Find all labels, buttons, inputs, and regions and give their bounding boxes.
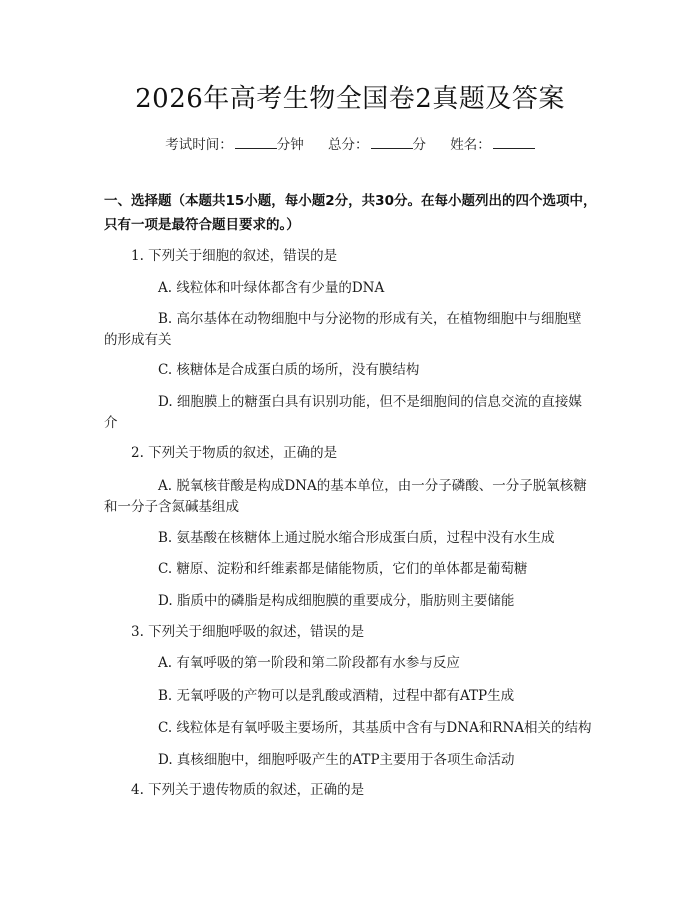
option-c: C. 线粒体是有氧呼吸主要场所，其基质中含有与DNA和RNA相关的结构 xyxy=(158,720,592,736)
option-d: D. 真核细胞中，细胞呼吸产生的ATP主要用于各项生命活动 xyxy=(158,752,515,768)
option-c: C. 糖原、淀粉和纤维素都是储能物质，它们的单体都是葡萄糖 xyxy=(158,561,528,577)
exam-name xyxy=(450,133,535,153)
time-label: 考试时间： xyxy=(165,137,233,153)
option-a: A. 有氧呼吸的第一阶段和第二阶段都有水参与反应 xyxy=(158,655,460,671)
option-a: A. 脱氧核苷酸是构成DNA的基本单位，由一分子磷酸、一分子脱氧核糖 xyxy=(158,478,587,494)
exam-title: 2026年高考生物全国卷2真题及答案 xyxy=(135,84,565,114)
option-c: C. 核糖体是合成蛋白质的场所，没有膜结构 xyxy=(158,362,420,378)
section-heading: 一、选择题（本题共15小题，每小题2分，共30分。在每小题列出的四个选项中，只有一项是最符合题目要求的。） xyxy=(104,193,597,233)
exam-meta xyxy=(0,133,700,153)
name-label: 姓名： xyxy=(450,137,491,153)
time-blank[interactable] xyxy=(235,136,277,149)
score-label: 总分： xyxy=(328,137,369,153)
option-d-continued: 介 xyxy=(104,415,118,431)
option-b: B. 高尔基体在动物细胞中与分泌物的形成有关，在植物细胞中与细胞壁 xyxy=(158,311,582,327)
option-d: D. 脂质中的磷脂是构成细胞膜的重要成分，脂肪则主要储能 xyxy=(158,593,515,609)
name-blank[interactable] xyxy=(493,136,535,149)
option-b: B. 无氧呼吸的产物可以是乳酸或酒精，过程中都有ATP生成 xyxy=(158,688,515,704)
question-stem: 3. 下列关于细胞呼吸的叙述，错误的是 xyxy=(131,624,365,640)
time-unit: 分钟 xyxy=(276,137,304,153)
option-d: D. 细胞膜上的糖蛋白具有识别功能，但不是细胞间的信息交流的直接媒 xyxy=(158,394,582,410)
option-a-continued: 和一分子含氮碱基组成 xyxy=(104,499,239,515)
question-stem: 4. 下列关于遗传物质的叙述，正确的是 xyxy=(131,782,365,798)
option-a: A. 线粒体和叶绿体都含有少量的DNA xyxy=(158,280,385,296)
score-blank[interactable] xyxy=(371,136,413,149)
score-unit: 分 xyxy=(412,137,426,153)
question-stem: 1. 下列关于细胞的叙述，错误的是 xyxy=(131,248,338,264)
exam-score xyxy=(328,133,426,153)
option-b-continued: 的形成有关 xyxy=(104,332,172,348)
exam-time xyxy=(165,133,304,153)
option-b: B. 氨基酸在核糖体上通过脱水缩合形成蛋白质，过程中没有水生成 xyxy=(158,530,555,546)
question-stem: 2. 下列关于物质的叙述，正确的是 xyxy=(131,445,338,461)
